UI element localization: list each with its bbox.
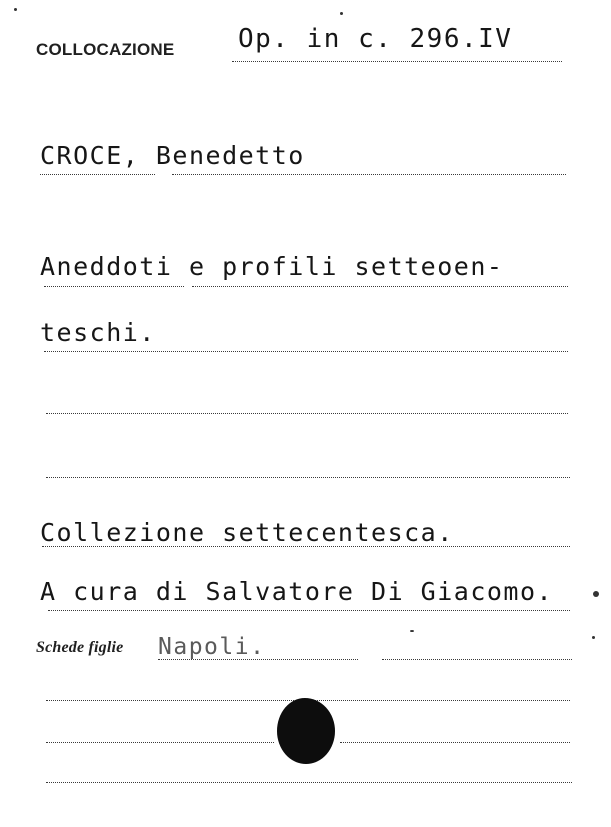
schede-figlie-label: Schede figlie: [36, 639, 124, 656]
dotted-rule: [232, 61, 562, 62]
speck-mark: [593, 591, 599, 597]
series-line: Collezione settecentesca.: [40, 518, 454, 547]
dotted-rule: [340, 742, 570, 743]
dotted-rule: [158, 659, 358, 660]
dotted-rule: [382, 659, 572, 660]
dotted-rule: [42, 546, 570, 547]
dotted-rule: [46, 477, 570, 478]
author-heading: CROCE, Benedetto: [40, 141, 305, 170]
editor-line: A cura di Salvatore Di Giacomo.: [40, 577, 554, 606]
speck-mark: [340, 12, 343, 15]
title-line-1: Aneddoti e profili setteoen-: [40, 252, 504, 281]
dotted-rule: [192, 286, 568, 287]
collocazione-label: COLLOCAZIONE: [36, 40, 175, 59]
dotted-rule: [172, 174, 566, 175]
collocazione-value: Op. in c. 296.IV: [238, 24, 513, 54]
dotted-rule: [46, 742, 274, 743]
dotted-rule: [48, 610, 570, 611]
dotted-rule: [40, 174, 155, 175]
dotted-rule: [46, 413, 568, 414]
dotted-rule: [44, 286, 184, 287]
dotted-rule: [44, 351, 568, 352]
speck-mark: [14, 8, 17, 11]
title-line-2: teschi.: [40, 318, 156, 347]
ink-blot: [277, 698, 335, 764]
schede-figlie-value: Napoli.: [158, 634, 266, 660]
dotted-rule: [46, 782, 572, 783]
speck-mark: [410, 630, 414, 632]
speck-mark: [592, 636, 595, 639]
